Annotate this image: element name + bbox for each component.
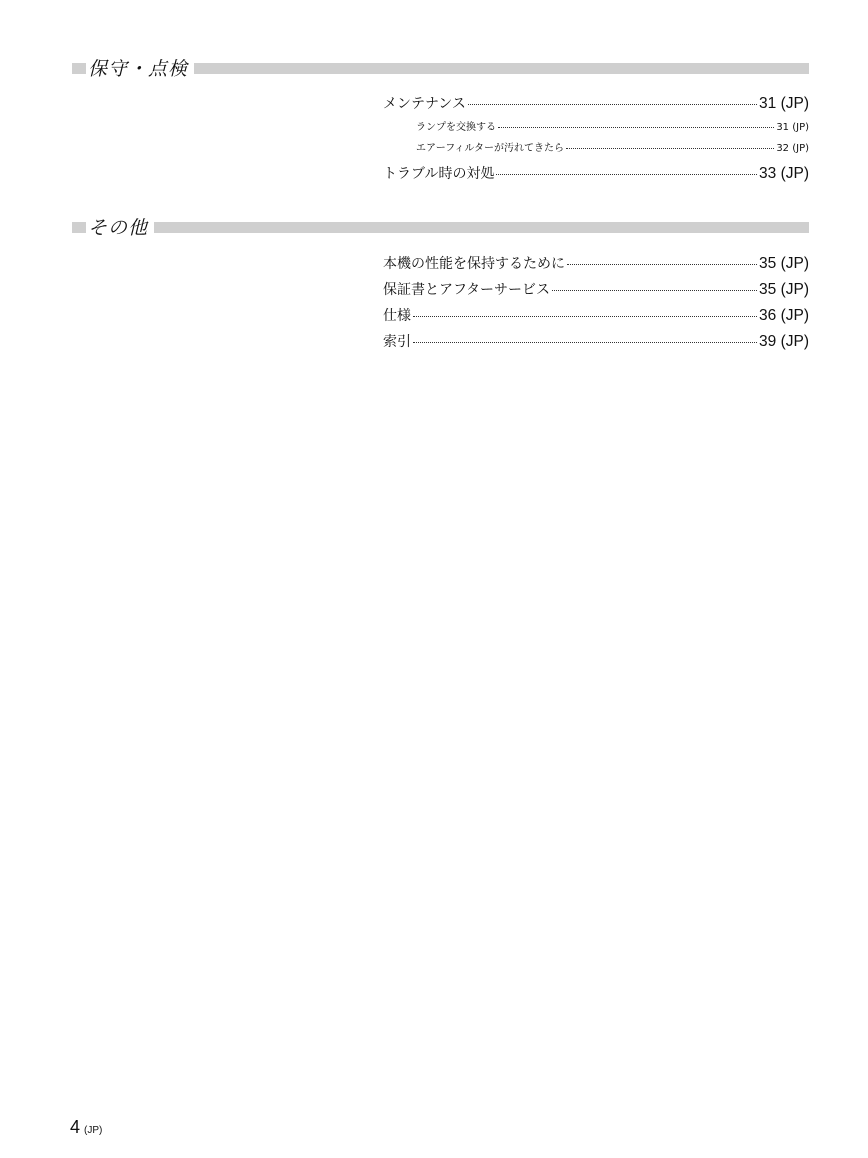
toc-entry-warranty[interactable] xyxy=(383,281,809,299)
section-band xyxy=(72,222,809,233)
section-title: 保守・点検 xyxy=(86,55,194,83)
toc-entry-index[interactable] xyxy=(383,333,809,351)
toc-entry-label: エアーフィルターが汚れてきたら xyxy=(416,143,564,154)
dot-leader xyxy=(567,264,757,265)
toc-entry-label: メンテナンス xyxy=(383,96,466,112)
toc-entry-label: 仕様 xyxy=(383,308,411,324)
page-number-unit: (JP) xyxy=(84,1125,103,1136)
toc-entry-page: 35 (JP) xyxy=(759,255,809,272)
toc-entry-page: 33 (JP) xyxy=(759,165,809,182)
toc-entry-page: 35 (JP) xyxy=(759,281,809,298)
toc-entry-label: 索引 xyxy=(383,334,411,350)
dot-leader xyxy=(468,104,757,105)
toc-entry-troubleshooting[interactable] xyxy=(383,165,809,183)
toc-entry-label: トラブル時の対処 xyxy=(383,166,495,182)
toc-entry-performance[interactable] xyxy=(383,255,809,273)
dot-leader xyxy=(496,174,757,175)
toc-entry-specifications[interactable] xyxy=(383,307,809,325)
page-footer xyxy=(70,1117,102,1138)
toc-entry-page: 36 (JP) xyxy=(759,307,809,324)
section-title: その他 xyxy=(86,214,154,242)
toc-entry-label: 保証書とアフターサービス xyxy=(383,282,551,298)
toc-entry-maintenance[interactable] xyxy=(383,95,809,113)
toc-entry-page: 31 (JP) xyxy=(776,122,809,133)
toc-entry-page: 39 (JP) xyxy=(759,333,809,350)
dot-leader xyxy=(413,342,757,343)
toc-entry-page: 32 (JP) xyxy=(776,143,809,154)
dot-leader xyxy=(552,290,757,291)
dot-leader xyxy=(566,148,774,149)
toc-entry-air-filter[interactable] xyxy=(416,142,809,155)
toc-entry-label: ランプを交換する xyxy=(416,122,496,133)
page-number: 4 xyxy=(70,1117,81,1137)
toc-entry-page: 31 (JP) xyxy=(759,95,809,112)
toc-entry-lamp-replace[interactable] xyxy=(416,121,809,134)
toc-entry-label: 本機の性能を保持するために xyxy=(383,256,565,272)
dot-leader xyxy=(413,316,757,317)
dot-leader xyxy=(498,127,774,128)
